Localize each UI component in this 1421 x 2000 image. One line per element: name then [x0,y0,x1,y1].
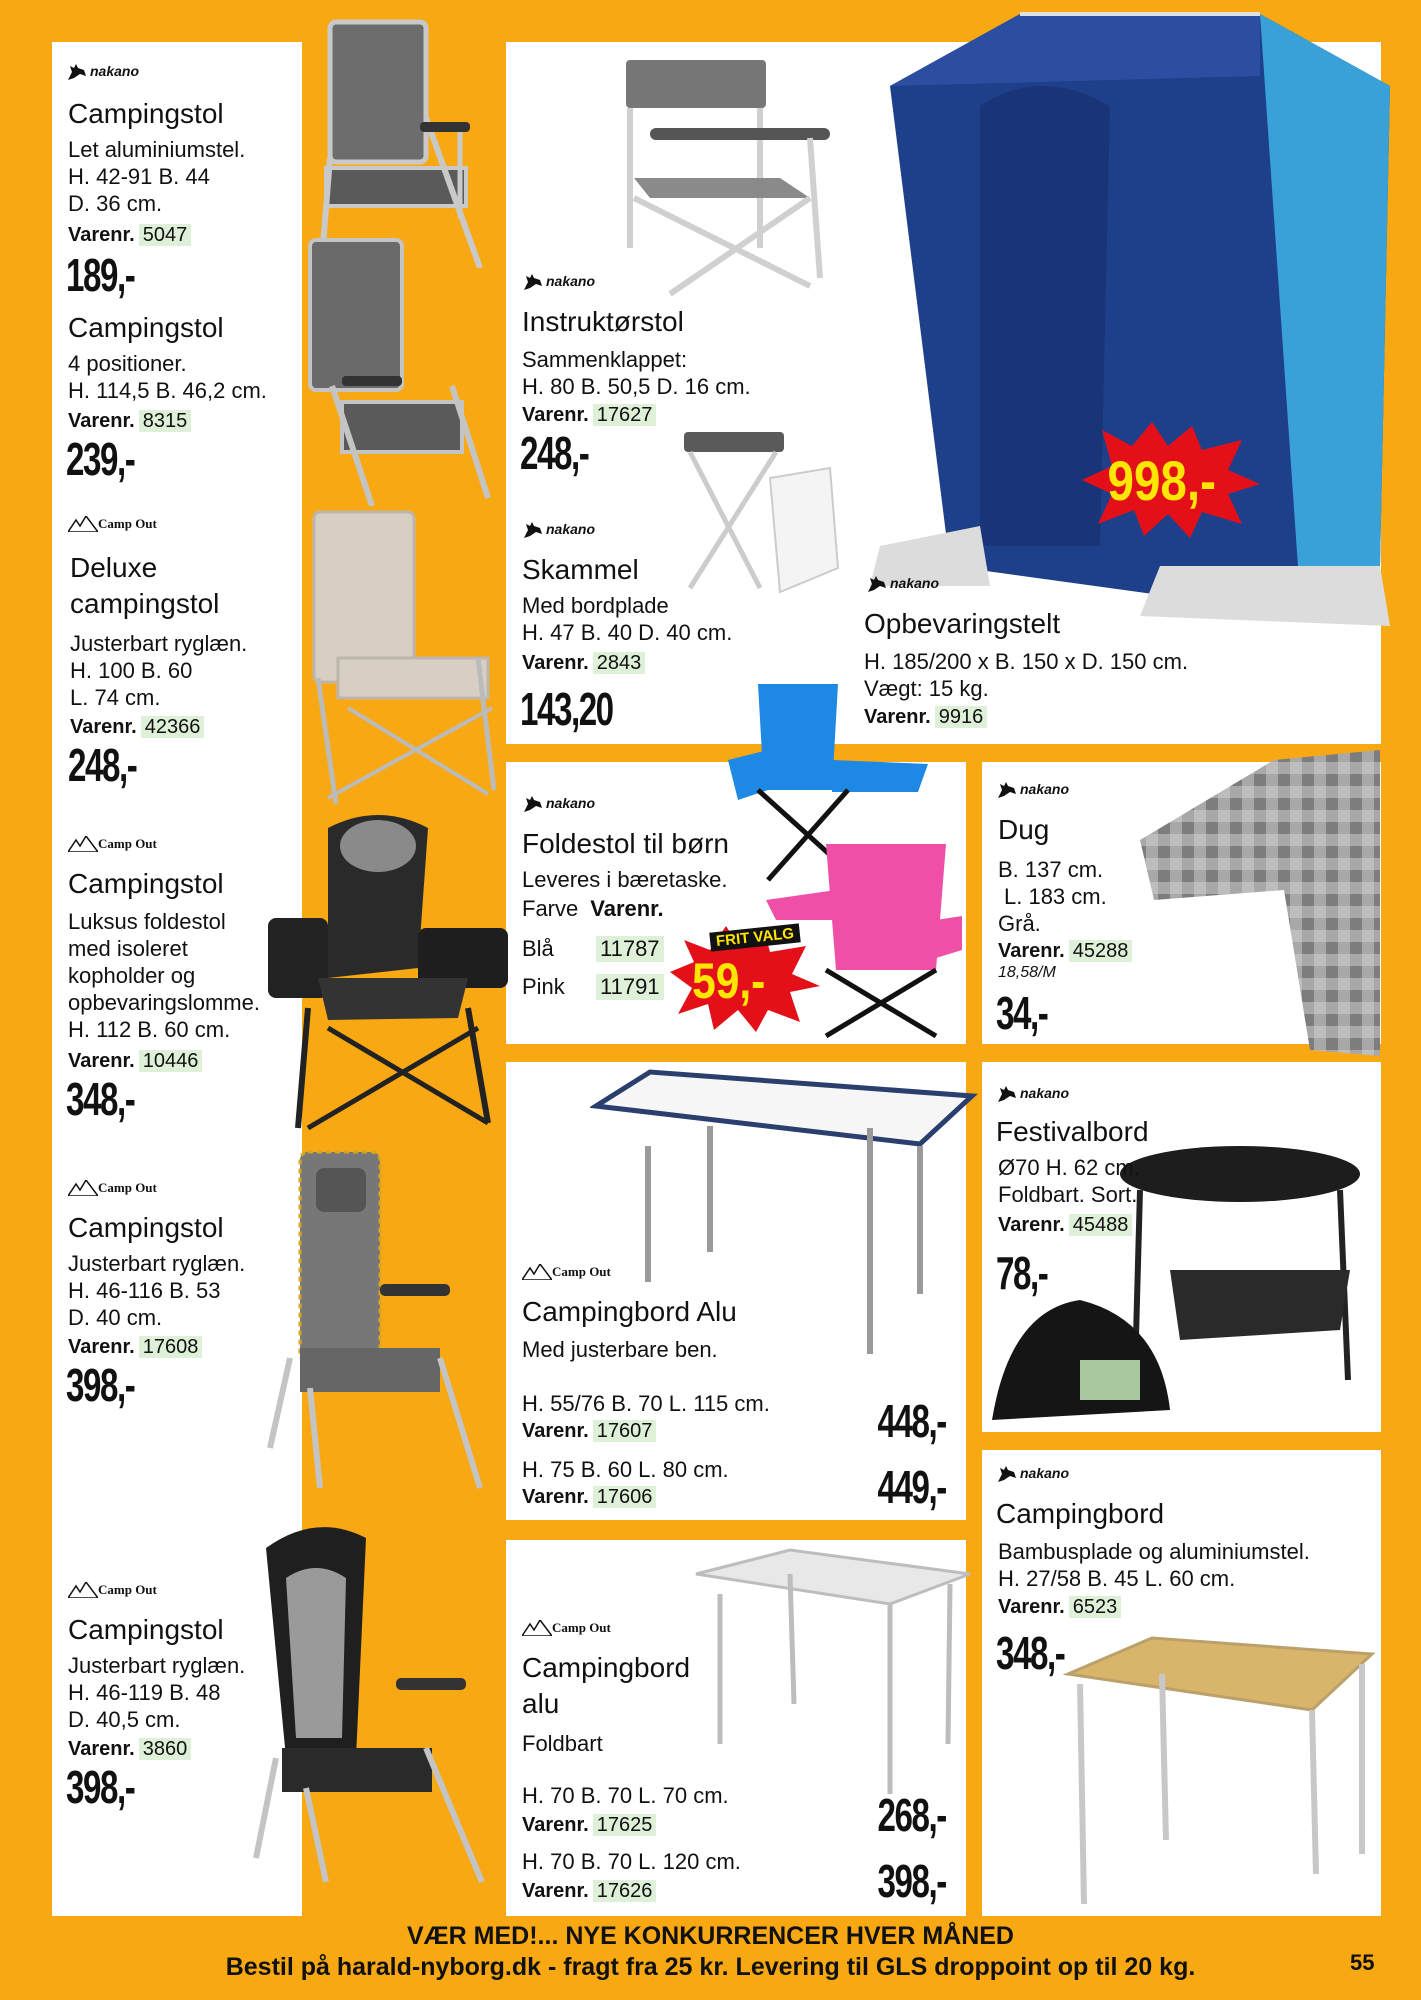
product-description: Ø70 H. 62 cm. Foldbart. Sort. [998,1155,1140,1207]
product-price: 143,20 [520,683,613,735]
product-description: Foldbart [522,1731,603,1756]
deer-icon [996,1082,1018,1104]
product-title: Campingbord Alu [522,1296,737,1327]
product-title: Deluxe campingstol [70,552,220,619]
item-number: Varenr. 2843 [522,650,645,676]
price-burst-tent [1082,420,1262,540]
col-varenr-header: Varenr. [590,896,664,921]
mountain-icon [68,1180,98,1196]
nakano-logo: nakano [522,792,595,814]
deluxe-chair-image [308,508,498,808]
product-price: 248,- [520,427,589,479]
product-description: B. 137 cm. L. 183 cm. Grå. [998,857,1107,936]
nakano-logo: nakano [996,778,1069,800]
product-price: 239,- [66,433,135,485]
deer-icon [866,572,888,594]
campout-logo: Camp Out [68,516,157,532]
item-number: Varenr. 17627 [522,402,656,428]
product-description: Sammenklappet: H. 80 B. 50,5 D. 16 cm. [522,347,751,399]
product-price: 268,- [877,1789,946,1841]
mountain-icon [68,1582,98,1598]
product-description: Luksus foldestol med isoleret kopholder og opbevaringslomme. H. 112 B. 60 cm. [68,909,260,1042]
product-description: Justerbart ryglæn. H. 46-119 B. 48 D. 40,5 cm. [68,1653,246,1732]
item-number: Varenr. 17606 [522,1484,656,1510]
product-title: Instruktørstol [522,306,684,337]
frit-valg-badge: FRIT VALG [709,923,801,951]
item-number: Varenr. 42366 [70,714,204,740]
nakano-logo: nakano [996,1082,1069,1104]
item-number: Varenr. 3860 [68,1736,191,1762]
luxury-folding-chair-image [268,808,518,1136]
item-number: Varenr. 8315 [68,408,191,434]
product-title: Campingstol [68,868,224,899]
product-price: 449,- [877,1461,946,1513]
product-price: 189,- [66,249,135,301]
padded-chair-image [246,1518,492,1884]
product-price: 78,- [996,1247,1048,1299]
campout-logo: Camp Out [522,1620,611,1636]
nakano-logo: nakano [522,270,595,292]
variant-size: H. 75 B. 60 L. 80 cm. [522,1457,729,1482]
col-color-header: Farve [522,896,579,921]
deer-icon [66,60,88,82]
variant-size: H. 70 B. 70 L. 70 cm. [522,1783,729,1808]
product-title: Festivalbord [996,1116,1149,1147]
product-price: 398,- [877,1855,946,1907]
product-price: 398,- [66,1359,135,1411]
nakano-logo: nakano [866,572,939,594]
mountain-icon [522,1620,552,1636]
product-price: 448,- [877,1395,946,1447]
product-title: Campingstol [68,1212,224,1243]
tent-price-text: 998,- [1107,450,1216,513]
item-number: Varenr. 10446 [68,1048,202,1074]
product-description: 4 positioner. H. 114,5 B. 46,2 cm. [68,351,267,403]
product-title: Campingstol [68,98,224,129]
item-number: Varenr. 5047 [68,222,191,248]
campout-logo: Camp Out [68,1180,157,1196]
product-title: Campingbord [996,1498,1165,1529]
variant-size: H. 55/76 B. 70 L. 115 cm. [522,1391,770,1416]
footer-headline: VÆR MED!... NYE KONKURRENCER HVER MÅNED [407,1922,1014,1950]
stool-image [680,428,840,598]
product-title: Opbevaringstelt [864,608,1061,639]
kids-variant-table: Farve Varenr. Blå 11787 Pink 11791 [522,896,664,999]
product-description: Leveres i bæretaske. [522,867,728,892]
product-description: Med justerbare ben. [522,1337,718,1362]
page-number: 55 [1350,1950,1375,1975]
deer-icon [522,518,544,540]
folding-table-alu-image [690,1544,980,1804]
campout-logo: Camp Out [522,1264,611,1280]
unit-price: 18,58/M [998,964,1056,981]
product-description: Med bordplade H. 47 B. 40 D. 40 cm. [522,593,733,645]
item-number: Varenr. 45288 [998,938,1132,964]
reclining-chair-image [302,236,492,506]
product-title: Foldestol til børn [522,828,729,859]
campout-logo: Camp Out [68,1582,157,1598]
item-number: Varenr. 17625 [522,1812,656,1838]
item-number: Varenr. 17607 [522,1418,656,1444]
product-price: 398,- [66,1761,135,1813]
kids-price-text: 59,- [692,952,766,1009]
product-title: Skammel [522,554,639,585]
item-number: Varenr. 6523 [998,1594,1121,1620]
campout-logo: Camp Out [68,836,157,852]
product-price: 34,- [996,987,1048,1039]
tablecloth-image [1134,750,1380,1060]
deer-icon [996,778,1018,800]
product-description: H. 185/200 x B. 150 x D. 150 cm. Vægt: 15 kg. [864,649,1189,701]
nakano-logo: nakano [66,60,139,82]
deer-icon [522,270,544,292]
product-description: Justerbart ryglæn. H. 46-116 B. 53 D. 40 cm. [68,1251,246,1330]
nakano-logo: nakano [522,518,595,540]
item-number: Varenr. 17608 [68,1334,202,1360]
variant-size: H. 70 B. 70 L. 120 cm. [522,1849,741,1874]
product-title: Dug [998,814,1050,845]
product-price: 348,- [996,1627,1065,1679]
product-price: 348,- [66,1073,135,1125]
item-number: Varenr. 9916 [864,704,987,730]
item-number: Varenr. 45488 [998,1212,1132,1238]
product-price: 248,- [68,739,137,791]
bamboo-table-image [1062,1634,1376,1914]
product-title: Campingstol [68,1614,224,1645]
product-description: Let aluminiumstel. H. 42-91 B. 44 D. 36 cm. [68,137,246,216]
mountain-icon [68,516,98,532]
deer-icon [522,792,544,814]
product-description: Bambusplade og aluminiumstel. H. 27/58 B. 45 L. 60 cm. [998,1539,1310,1591]
product-title: Campingstol [68,312,224,343]
director-chair-image [620,48,840,298]
mountain-icon [68,836,98,852]
product-title: Campingbord alu [522,1652,691,1719]
deer-icon [996,1462,1018,1484]
mountain-icon [522,1264,552,1280]
camping-chair-image [310,18,490,268]
nakano-logo: nakano [996,1462,1069,1484]
item-number: Varenr. 17626 [522,1878,656,1904]
product-description: Justerbart ryglæn. H. 100 B. 60 L. 74 cm. [70,631,248,710]
adjustable-chair-image [260,1148,492,1494]
footer-shipping-info: Bestil på harald-nyborg.dk - fragt fra 25 kr. Levering til GLS droppoint op til 20 kg. [225,1953,1196,1981]
